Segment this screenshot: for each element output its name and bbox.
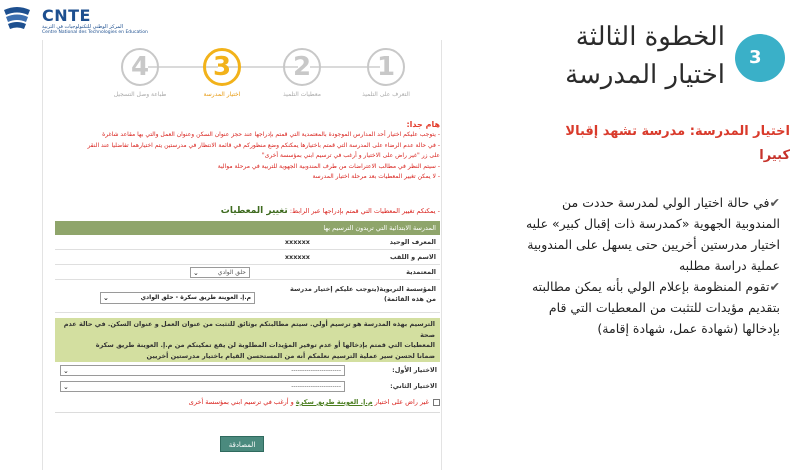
change-data-text: - يمكنكم تغيير المعطيات التي قمتم بإدراجها عبر الرابط: [289,207,440,215]
bullet-line: اختيار مدرستين أخريين حتى يسهل على المندوبية [527,237,780,252]
step-badge: 3 [735,34,785,82]
row-key: الاسم و اللقب [389,253,436,261]
step-4[interactable] [100,48,180,98]
chevron-down-icon: ⌄ [63,383,69,391]
notes-list [52,130,440,183]
check-icon: ✔ [769,195,780,210]
slide-subtitle-line1: اختيار المدرسة: مدرسة تشهد إقبالا [565,124,790,139]
choice2-label: الاختيار الثاني: [390,382,437,390]
change-data-line [52,206,440,216]
notice-line: المعطيات التي قمتم بإدخالها أو عدم توفير المؤيدات المطلوبة لن يقع تمكينكم من م.إ. العوينة طريق سكرة [95,341,435,349]
slide-bullets [480,192,780,339]
check-icon: ✔ [769,279,780,294]
choice1-label: الاختيار الأول: [392,366,437,374]
submit-button[interactable]: المصادقة [220,436,264,452]
other-school-checkbox[interactable] [433,399,440,406]
choice2-select[interactable] [60,381,345,392]
notice-line: ضمانا لحسن سير عملية الترسيم نعلمكم أنه من المستحسن القيام باختيار مدرستين أخريين [146,351,435,360]
row-value: xxxxxx [284,238,310,246]
cnte-emblem-icon [2,2,32,32]
logo-title: CNTE [42,6,91,25]
other-school-link[interactable]: م.إ. العوينة طريق سكرة [295,398,373,406]
divider [55,412,440,413]
other-school-line [60,398,440,406]
choice1-select-value: ----------------------- [291,367,341,374]
note-item: - في حالة عدم الرضاء على المدرسة التي قمتم باختيارها يمكنكم وضع منظوركم في قائمة الانتظار في مدرستين يتم اختيارهما تفاضليا عند النقر [87,141,440,149]
bullet-line: بإدخالها (شهادة عمل، شهادة إقامة) [597,321,780,336]
delegation-select[interactable] [190,267,250,278]
step-4-number: 4 [121,48,159,86]
slide-title-line1: الخطوة الثالثة [575,22,725,52]
step-1-label: التعرف على التلميذ [362,91,410,98]
step-2-label: معطيات التلميذ [283,91,321,98]
school-select-value: م.إ. العوينة طريق سكرة - حلق الوادي [140,294,251,301]
step-2-number: 2 [283,48,321,86]
choice1-select[interactable] [60,365,345,376]
wizard-steps [100,48,430,108]
change-data-link[interactable]: تغيير المعطيات [220,206,288,216]
slide-subtitle-line2: كبيرا [759,148,790,163]
chevron-down-icon: ⌄ [63,367,69,375]
table-header: المدرسة الابتدائية التي تريدون الترسيم بها [55,221,440,235]
chevron-down-icon: ⌄ [103,294,109,302]
bullet-line: ✔في حالة اختيار الولي لمدرسة حددت من [562,195,780,210]
table-row [55,250,440,265]
bullet-line: المندوبية الجهوية «كمدرسة ذات إقبال كبير» عليه [525,216,780,231]
chevron-down-icon: ⌄ [193,269,199,277]
row-key: المعتمدية [406,268,436,276]
slide-title-line2: اختيار المدرسة [565,60,725,90]
bullet-line: بتقديم مؤيدات للتثبت من المعطيات التي قام [548,300,780,315]
note-item: - سيتم النظر في مطالب الاعتراضات من طرف المندوبية الجهوية للتربية في مرحلة موالية [217,162,440,170]
other-text-prefix: غير راض على اختيار [374,398,429,406]
bullet-line: ✔تقوم المنظومة بإعلام الولي بأنه يمكن مطالبته [531,279,780,294]
choice2-select-value: ----------------------- [291,383,341,390]
step-3[interactable] [182,48,262,98]
slide-subtitle [480,120,790,168]
note-item: على زر "غير راض على الاختيار و أرغب في ترسيم ابني بمؤسسة أخرى" [261,152,440,159]
step-1[interactable] [346,48,426,98]
table-row [55,235,440,250]
note-item: - لا يمكن تغيير المعطيات بعد مرحلة اختيار المدرسة [312,173,440,180]
logo-bar [0,0,465,40]
step-3-number: 3 [203,48,241,86]
step-3-label: اختيار المدرسة [203,91,241,98]
row-value: xxxxxx [284,253,310,261]
step-2[interactable] [262,48,342,98]
row-key: المعرف الوحيد [389,238,436,246]
slide-title [565,18,725,94]
notice-box [55,318,440,362]
delegation-select-value: حلق الوادي [217,269,246,276]
note-item: - يتوجب عليكم اختيار أحد المدارس الموجودة بالمعتمدية التي قمتم بإدراجها عند حجز عنوان السكن وعنوان العمل والتي بها مقاعد شاغرة [102,131,440,138]
logo-subtitle-fr: Centre National des Technologies en Education [42,30,148,35]
step-1-number: 1 [367,48,405,86]
other-text-suffix: و أرغب في ترسيم ابني بمؤسسة أخرى [188,398,294,406]
school-select[interactable] [100,292,255,304]
bullet-line: عملية دراسة مطلبه [678,258,780,273]
logo-subtitle-ar: المركز الوطني للتكنولوجيات في التربية [42,24,124,30]
notice-line: الترسيم بهذه المدرسة هو ترسيم أولي. سيتم مطالبتكم بوثائق للتثبت من عنوان العمل و عنوان السكن. في حالة عدم صحة [63,320,435,339]
important-title: هام جدا: [406,120,440,129]
step-4-label: طباعة وصل التسجيل [113,91,167,98]
school-key: المؤسسة التربوية(يتوجب عليكم إختيار مدرسة من هذه القائمة) [290,285,436,303]
